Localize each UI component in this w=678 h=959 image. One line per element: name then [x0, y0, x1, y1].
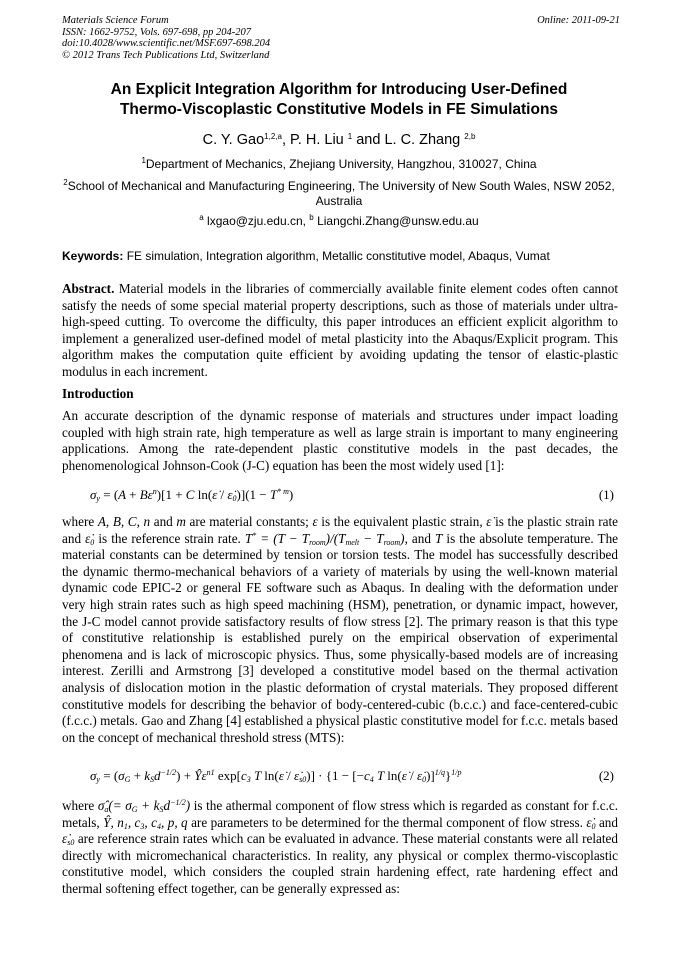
email-b-sup: b	[309, 213, 314, 222]
author-2: , P. H. Liu	[281, 132, 344, 148]
author-list	[62, 131, 616, 149]
parameter-list: Ŷ, $n_1$, $c_3$, $c_4$, p, q	[103, 814, 188, 831]
abstract-label: Abstract.	[62, 281, 115, 296]
p2-text-8: is the absolute temperature. The material constants can be determined by tension or torsion tests. The model has successfully described the dynamic thermo-mechanical behaviors of a variety of materials by using the well-known material dynamic code EPIC-2 or general FE software such as Abaqus. In dealing with the deformation under very high strain rates such as high speed machining (HSM), penetration, or dynamic impact, however, the J-C model cannot provide satisfactory results of flow stress [2]. The primary reason is that this type of constitutive relationship is established purely on the empirical observation of experimental phenomena and is lack of microscopic physics. Thus, some physically-based models are of increasing interest. Zerilli and Armstrong [3] developed a constitutive model based on the thermal activation analysis of dislocation motion in the plastic deformation of crystal materials. They proposed different constitutive models for describing the behavior of body-centered-cubic (b.c.c.) and face-centered-cubic (f.c.c.) metals. Gao and Zhang [4] established a physical plastic constitutive model for f.c.c. metals based on the concept of mechanical threshold stress (MTS):	[62, 530, 619, 745]
paragraph-3	[62, 798, 618, 898]
p3-text-2: is the athermal component of flow stress which is regarded as constant for f.c.c. metals,	[62, 798, 619, 830]
symbol-epsilon-dot-s0: $\varepsiloṅ_{s0}$	[62, 831, 75, 848]
abstract	[62, 281, 618, 381]
equation-2-number: (2)	[598, 768, 614, 783]
affiliation-2-text: School of Mechanical and Manufacturing Engineering, The University of New South Wales, NSW 2052, Australia	[67, 179, 615, 208]
keywords-text: FE simulation, Integration algorithm, Metallic constitutive model, Abaqus, Vumat	[123, 249, 550, 263]
paragraph-2	[62, 514, 618, 746]
title-line-2: Thermo-Viscoplastic Constitutive Models in FE Simulations	[119, 101, 559, 118]
athermal-component-expression: $\sigmâ_a(= \sigma_G + k_Sd^{-1/2})$	[97, 798, 191, 814]
copyright-line: © 2012 Trans Tech Publications Ltd, Switzerland	[62, 49, 270, 61]
equation-2	[62, 768, 618, 788]
symbol-epsilon: ε	[312, 514, 318, 529]
symbol-epsilon-dot: ε̇	[486, 514, 492, 529]
equation-2-expression: $\sigma_y = (\sigma_G + k_Sd^{-1/2})$ + $Ŷ\varepsilon^{n1}$ $\exp[c_3$ T ln(ε̇ / $\varepsiloṅ_{s0})] \cdot \{1 - [-c_4$ T ln(ε̇ / $\varepsiloṅ_0)]^{1/q}\}^{1/p}$	[90, 768, 462, 784]
author-1-sup: 1,2,a	[264, 132, 282, 141]
homologous-temperature-expression: $T^* = (T - T_{room})/(T_{melt} - T_{room})$	[244, 530, 405, 547]
p2-vars: A, B, C, n	[97, 514, 151, 529]
equation-1	[62, 487, 618, 507]
equation-1-number: (1)	[598, 487, 614, 502]
email-a-sup: a	[199, 213, 204, 222]
affiliation-1	[60, 157, 618, 172]
paper-title	[62, 80, 616, 120]
author-3-sup: 2,b	[464, 132, 476, 141]
email-a: lxgao@zju.edu.cn,	[203, 214, 310, 228]
p3-text-3: are parameters to be determined for the thermal component of flow stress.	[187, 814, 587, 830]
p3-text-1: where	[62, 798, 98, 813]
affiliation-2	[60, 179, 618, 208]
p2-text-5: is the plastic strain rate and	[62, 514, 618, 546]
symbol-epsilon-dot-0b: $\varepsiloṅ_0$	[586, 814, 596, 831]
p2-var-m: m	[176, 514, 186, 529]
issn-line: ISSN: 1662-9752, Vols. 697-698, pp 204-207	[62, 26, 251, 38]
author-1: C. Y. Gao	[202, 132, 265, 148]
email-line	[60, 214, 618, 229]
keywords	[62, 249, 622, 263]
intro-paragraph-1: An accurate description of the dynamic response of materials and structures under impact loading coupled with high strain rate, high temperature as well as large strain is important to many engineering applications. Among the rate-dependent plastic constitutive models in the past decades, the phenomenological Johnson-Cook (J-C) equation has been the most widely used [1]:	[62, 408, 618, 473]
symbol-epsilon-dot-0: $\varepsiloṅ_0$	[85, 530, 95, 547]
equation-1-expression: $\sigma_y = (A + B\varepsilon^n)[1 + C$ ln(ε̇ / $\varepsiloṅ_0)](1 - T^{* m})$	[90, 487, 294, 503]
abstract-text: Material models in the libraries of commercially available finite element codes often cannot satisfy the needs of some special material property descriptions, such as those of materials under ultra-high-speed cutting. To overcome the difficulty, this paper introduces an efficient explicit algorithm to implement a generalized user-defined model of metal plasticity into the Abaqus/Explicit program. This algorithm makes the computation quite efficient by avoiding updating the tensor of elastic-plastic modulus in each increment.	[62, 281, 618, 379]
title-line-1: An Explicit Integration Algorithm for Introducing User-Defined	[110, 81, 568, 98]
journal-name: Materials Science Forum	[62, 15, 169, 26]
author-3: and L. C. Zhang	[352, 132, 461, 148]
p2-text-1: where	[62, 514, 98, 529]
affiliation-1-text: Department of Mechanics, Zhejiang University, Hangzhou, 310027, China	[145, 157, 537, 171]
author-2-sup: 1	[347, 132, 353, 141]
p2-text-2: and	[150, 514, 177, 529]
p3-text-5: are reference strain rates which can be evaluated in advance. These material constants were all related directly with micromechanical characteristics. In reality, any physical or complex thermo-viscoplastic constitutive model, which considers the coupled strain hardening effect, rate hardening effect and thermal softening effect together, can be generally expressed as:	[62, 831, 618, 896]
email-b: Liangchi.Zhang@unsw.edu.au	[313, 214, 479, 228]
p2-text-4: is the equivalent plastic strain,	[317, 514, 487, 529]
journal-header	[62, 15, 270, 61]
p3-text-4: and	[595, 814, 618, 830]
doi-line: doi:10.4028/www.scientific.net/MSF.697-698.204	[62, 38, 271, 49]
section-heading-introduction: Introduction	[62, 386, 134, 401]
p2-var-T: T	[435, 530, 443, 546]
online-date: Online: 2011-09-21	[537, 15, 620, 26]
affiliation-2-sup: 2	[63, 178, 68, 187]
p2-text-6: is the reference strain rate.	[94, 530, 245, 546]
p2-text-3: are material constants;	[185, 514, 313, 529]
keywords-label: Keywords:	[62, 249, 124, 263]
p2-text-7: , and	[404, 530, 436, 546]
affiliation-1-sup: 1	[141, 156, 146, 165]
